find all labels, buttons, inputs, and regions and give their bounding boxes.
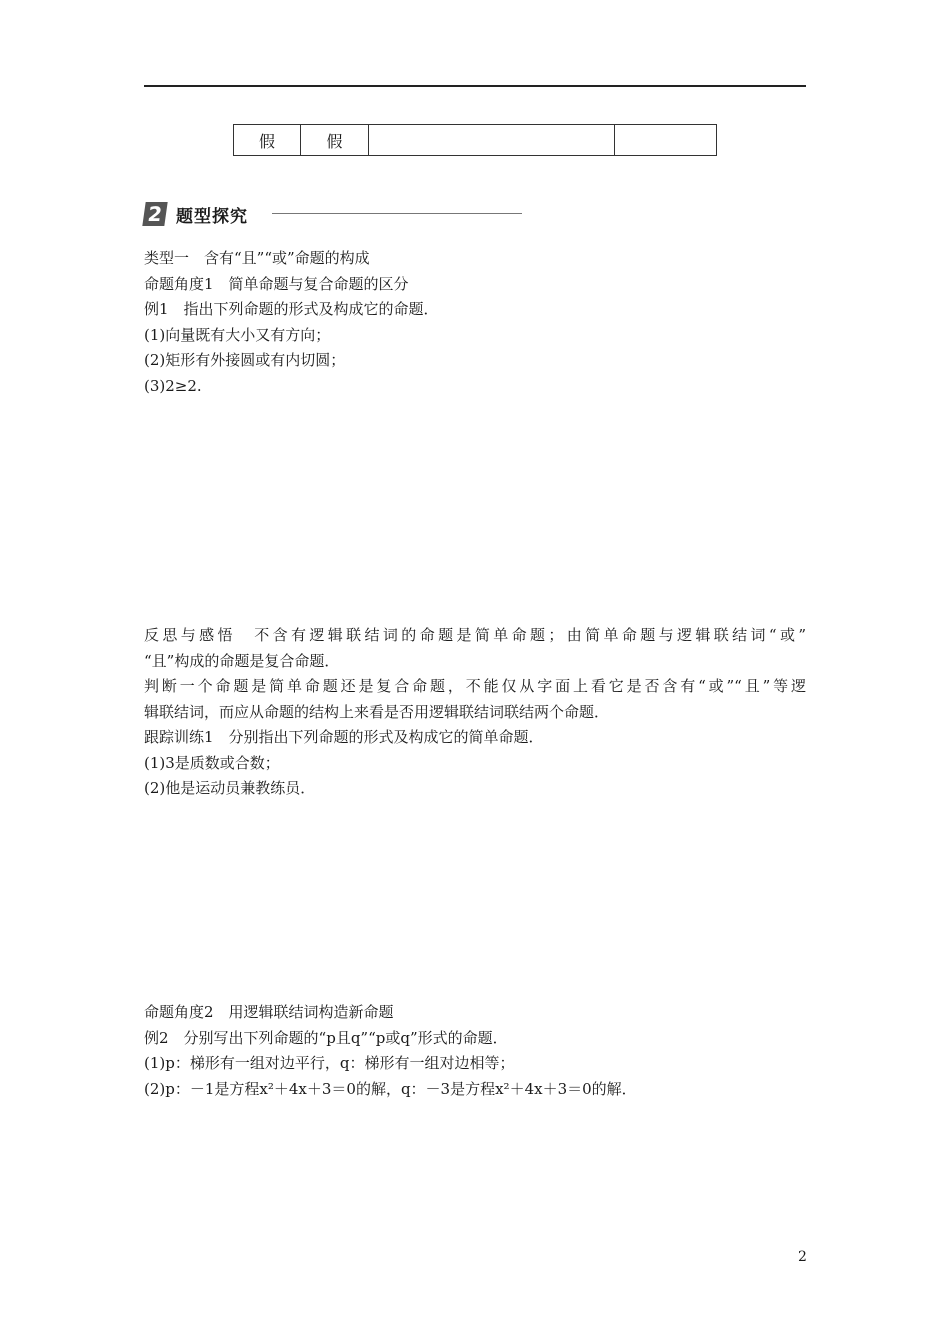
reflection-line-4: 辑联结词，而应从命题的结构上来看是否用逻辑联结词联结两个命题． (144, 703, 610, 721)
section-rule (272, 213, 522, 214)
table-row (234, 125, 717, 156)
reflection-line-3: 判断一个命题是简单命题还是复合命题，不能仅从字面上看它是否含有“或”“且”等逻 (144, 677, 806, 695)
example-1-item-1: (1)向量既有大小又有方向； (144, 326, 331, 344)
practice-1-item-2: (2)他是运动员兼教练员． (144, 779, 316, 797)
truth-table (233, 124, 717, 156)
section-number: 2 (142, 202, 167, 226)
section-heading (144, 202, 248, 226)
reflection-line-1: 反思与感悟 不含有逻辑联结词的命题是简单命题；由简单命题与逻辑联结词“或” (144, 626, 806, 644)
reflection-line-2: “且”构成的命题是复合命题． (144, 652, 340, 670)
type-heading: 类型一 含有“且”“或”命题的构成 (144, 249, 370, 267)
example-2: 例2 分别写出下列命题的“p且q”“p或q”形式的命题． (144, 1029, 508, 1047)
example-2-item-1: (1)p：梯形有一组对边平行，q：梯形有一组对边相等； (144, 1054, 515, 1072)
practice-1-item-1: (1)3是质数或合数； (144, 754, 280, 772)
table-cell: 假 (301, 125, 369, 156)
section-title: 题型探究 (176, 206, 248, 227)
example-1-item-3: (3)2≥2. (144, 377, 202, 395)
table-cell: 假 (234, 125, 301, 156)
header-rule (144, 85, 806, 87)
example-2-item-2: (2)p：－1是方程x²＋4x＋3＝0的解，q：－3是方程x²＋4x＋3＝0的解． (144, 1080, 637, 1098)
table-cell (369, 125, 615, 156)
example-1: 例1 指出下列命题的形式及构成它的命题． (144, 300, 439, 318)
page-number: 2 (798, 1249, 807, 1265)
table-cell (615, 125, 717, 156)
example-1-item-2: (2)矩形有外接圆或有内切圆； (144, 351, 346, 369)
angle-heading-1: 命题角度1 简单命题与复合命题的区分 (144, 275, 409, 293)
practice-1: 跟踪训练1 分别指出下列命题的形式及构成它的简单命题． (144, 728, 544, 746)
angle-heading-2: 命题角度2 用逻辑联结词构造新命题 (144, 1003, 394, 1021)
